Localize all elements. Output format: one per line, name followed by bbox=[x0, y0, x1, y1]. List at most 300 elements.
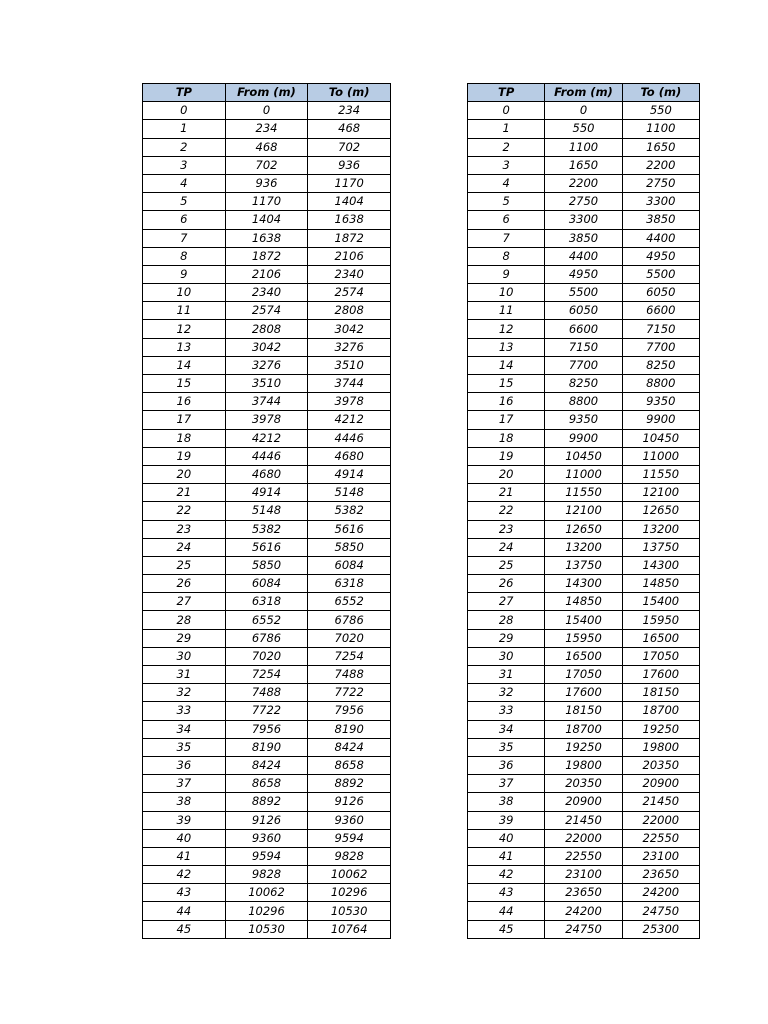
header-to: To (m) bbox=[308, 84, 391, 102]
cell-to: 18700 bbox=[622, 702, 699, 720]
cell-tp: 11 bbox=[468, 302, 545, 320]
table-row bbox=[143, 102, 391, 120]
cell-tp: 37 bbox=[143, 775, 226, 793]
cell-to: 7956 bbox=[308, 702, 391, 720]
cell-to: 17050 bbox=[622, 647, 699, 665]
cell-from: 6600 bbox=[545, 320, 622, 338]
cell-from: 5850 bbox=[225, 556, 308, 574]
cell-tp: 32 bbox=[468, 684, 545, 702]
cell-to: 10062 bbox=[308, 866, 391, 884]
cell-to: 6552 bbox=[308, 593, 391, 611]
cell-tp: 2 bbox=[468, 138, 545, 156]
cell-tp: 19 bbox=[468, 447, 545, 465]
header-from: From (m) bbox=[225, 84, 308, 102]
cell-from: 3744 bbox=[225, 393, 308, 411]
cell-to: 17600 bbox=[622, 666, 699, 684]
cell-from: 8424 bbox=[225, 756, 308, 774]
cell-to: 19250 bbox=[622, 720, 699, 738]
cell-from: 11000 bbox=[545, 465, 622, 483]
table-row bbox=[468, 738, 700, 756]
cell-tp: 23 bbox=[468, 520, 545, 538]
cell-tp: 17 bbox=[468, 411, 545, 429]
table-row bbox=[143, 211, 391, 229]
cell-to: 2750 bbox=[622, 174, 699, 192]
table-row bbox=[143, 465, 391, 483]
table-row bbox=[143, 520, 391, 538]
cell-tp: 27 bbox=[468, 593, 545, 611]
cell-from: 1650 bbox=[545, 156, 622, 174]
cell-tp: 26 bbox=[468, 575, 545, 593]
cell-from: 12100 bbox=[545, 502, 622, 520]
cell-from: 20900 bbox=[545, 793, 622, 811]
cell-from: 4680 bbox=[225, 465, 308, 483]
cell-from: 6318 bbox=[225, 593, 308, 611]
cell-to: 20350 bbox=[622, 756, 699, 774]
table-row bbox=[468, 629, 700, 647]
cell-from: 7722 bbox=[225, 702, 308, 720]
cell-to: 5382 bbox=[308, 502, 391, 520]
table-row bbox=[143, 720, 391, 738]
cell-tp: 31 bbox=[143, 666, 226, 684]
cell-to: 8892 bbox=[308, 775, 391, 793]
cell-tp: 40 bbox=[143, 829, 226, 847]
cell-to: 7700 bbox=[622, 338, 699, 356]
cell-to: 24200 bbox=[622, 884, 699, 902]
cell-to: 9828 bbox=[308, 847, 391, 865]
cell-to: 9126 bbox=[308, 793, 391, 811]
cell-from: 8250 bbox=[545, 375, 622, 393]
cell-from: 10062 bbox=[225, 884, 308, 902]
cell-to: 3744 bbox=[308, 375, 391, 393]
cell-to: 14850 bbox=[622, 575, 699, 593]
cell-from: 9350 bbox=[545, 411, 622, 429]
table-row bbox=[143, 575, 391, 593]
cell-to: 1638 bbox=[308, 211, 391, 229]
table-row bbox=[468, 302, 700, 320]
cell-to: 234 bbox=[308, 102, 391, 120]
cell-tp: 34 bbox=[468, 720, 545, 738]
cell-from: 6084 bbox=[225, 575, 308, 593]
cell-to: 2808 bbox=[308, 302, 391, 320]
cell-tp: 44 bbox=[143, 902, 226, 920]
table-row bbox=[468, 829, 700, 847]
cell-to: 23650 bbox=[622, 866, 699, 884]
cell-tp: 10 bbox=[468, 284, 545, 302]
table-row bbox=[143, 393, 391, 411]
cell-to: 10764 bbox=[308, 920, 391, 938]
header-tp: TP bbox=[143, 84, 226, 102]
cell-from: 8800 bbox=[545, 393, 622, 411]
cell-from: 702 bbox=[225, 156, 308, 174]
table-row bbox=[143, 338, 391, 356]
cell-from: 19250 bbox=[545, 738, 622, 756]
cell-tp: 6 bbox=[468, 211, 545, 229]
cell-tp: 13 bbox=[468, 338, 545, 356]
cell-tp: 25 bbox=[143, 556, 226, 574]
cell-to: 11000 bbox=[622, 447, 699, 465]
cell-tp: 22 bbox=[143, 502, 226, 520]
table-row bbox=[468, 775, 700, 793]
cell-to: 1650 bbox=[622, 138, 699, 156]
cell-tp: 11 bbox=[143, 302, 226, 320]
table-row bbox=[468, 575, 700, 593]
table-row bbox=[143, 174, 391, 192]
cell-to: 1872 bbox=[308, 229, 391, 247]
cell-to: 12100 bbox=[622, 484, 699, 502]
cell-from: 5500 bbox=[545, 284, 622, 302]
cell-from: 234 bbox=[225, 120, 308, 138]
cell-tp: 24 bbox=[143, 538, 226, 556]
cell-tp: 15 bbox=[468, 375, 545, 393]
table-row bbox=[143, 156, 391, 174]
cell-to: 8424 bbox=[308, 738, 391, 756]
table-row bbox=[143, 611, 391, 629]
cell-tp: 45 bbox=[468, 920, 545, 938]
cell-to: 2106 bbox=[308, 247, 391, 265]
table-row bbox=[143, 502, 391, 520]
cell-to: 3276 bbox=[308, 338, 391, 356]
cell-from: 7020 bbox=[225, 647, 308, 665]
table-row bbox=[143, 120, 391, 138]
cell-to: 10450 bbox=[622, 429, 699, 447]
table-row bbox=[468, 284, 700, 302]
cell-to: 16500 bbox=[622, 629, 699, 647]
cell-to: 550 bbox=[622, 102, 699, 120]
cell-tp: 39 bbox=[468, 811, 545, 829]
header-to: To (m) bbox=[622, 84, 699, 102]
table-row bbox=[143, 284, 391, 302]
cell-tp: 43 bbox=[468, 884, 545, 902]
cell-to: 20900 bbox=[622, 775, 699, 793]
cell-to: 3300 bbox=[622, 193, 699, 211]
table-row bbox=[143, 702, 391, 720]
cell-to: 8800 bbox=[622, 375, 699, 393]
cell-from: 8892 bbox=[225, 793, 308, 811]
cell-to: 702 bbox=[308, 138, 391, 156]
cell-from: 18150 bbox=[545, 702, 622, 720]
table-row bbox=[468, 247, 700, 265]
cell-tp: 40 bbox=[468, 829, 545, 847]
cell-tp: 36 bbox=[468, 756, 545, 774]
table-row bbox=[143, 411, 391, 429]
cell-tp: 29 bbox=[143, 629, 226, 647]
cell-to: 5850 bbox=[308, 538, 391, 556]
table-row bbox=[468, 720, 700, 738]
cell-from: 24750 bbox=[545, 920, 622, 938]
table-row bbox=[143, 320, 391, 338]
cell-tp: 33 bbox=[468, 702, 545, 720]
cell-tp: 37 bbox=[468, 775, 545, 793]
table-row bbox=[143, 920, 391, 938]
cell-tp: 2 bbox=[143, 138, 226, 156]
cell-to: 9900 bbox=[622, 411, 699, 429]
cell-to: 468 bbox=[308, 120, 391, 138]
cell-to: 6050 bbox=[622, 284, 699, 302]
cell-tp: 21 bbox=[468, 484, 545, 502]
cell-to: 4680 bbox=[308, 447, 391, 465]
cell-tp: 14 bbox=[468, 356, 545, 374]
cell-to: 10296 bbox=[308, 884, 391, 902]
cell-tp: 8 bbox=[143, 247, 226, 265]
cell-tp: 25 bbox=[468, 556, 545, 574]
cell-from: 10296 bbox=[225, 902, 308, 920]
table-row bbox=[468, 847, 700, 865]
cell-from: 17050 bbox=[545, 666, 622, 684]
table-row bbox=[143, 429, 391, 447]
table-header-row bbox=[143, 84, 391, 102]
table-row bbox=[468, 193, 700, 211]
cell-from: 1638 bbox=[225, 229, 308, 247]
cell-from: 7254 bbox=[225, 666, 308, 684]
table-row bbox=[468, 138, 700, 156]
table-row bbox=[468, 811, 700, 829]
cell-from: 936 bbox=[225, 174, 308, 192]
cell-tp: 18 bbox=[468, 429, 545, 447]
cell-from: 20350 bbox=[545, 775, 622, 793]
cell-to: 2574 bbox=[308, 284, 391, 302]
table-row bbox=[468, 866, 700, 884]
cell-to: 6318 bbox=[308, 575, 391, 593]
table-row bbox=[468, 356, 700, 374]
cell-tp: 20 bbox=[143, 465, 226, 483]
cell-to: 9360 bbox=[308, 811, 391, 829]
cell-from: 8658 bbox=[225, 775, 308, 793]
cell-to: 13750 bbox=[622, 538, 699, 556]
cell-from: 6786 bbox=[225, 629, 308, 647]
cell-tp: 18 bbox=[143, 429, 226, 447]
table-row bbox=[468, 211, 700, 229]
cell-tp: 13 bbox=[143, 338, 226, 356]
table-row bbox=[143, 829, 391, 847]
cell-tp: 15 bbox=[143, 375, 226, 393]
cell-from: 9126 bbox=[225, 811, 308, 829]
cell-tp: 43 bbox=[143, 884, 226, 902]
cell-tp: 1 bbox=[468, 120, 545, 138]
table-row bbox=[468, 556, 700, 574]
cell-to: 9350 bbox=[622, 393, 699, 411]
table-row bbox=[143, 229, 391, 247]
cell-from: 0 bbox=[545, 102, 622, 120]
table-row bbox=[468, 447, 700, 465]
table-row bbox=[468, 684, 700, 702]
cell-to: 13200 bbox=[622, 520, 699, 538]
cell-to: 1170 bbox=[308, 174, 391, 192]
table-row bbox=[143, 884, 391, 902]
table-row bbox=[468, 375, 700, 393]
table-row bbox=[143, 356, 391, 374]
cell-to: 6786 bbox=[308, 611, 391, 629]
cell-from: 21450 bbox=[545, 811, 622, 829]
table-row bbox=[468, 429, 700, 447]
cell-from: 23100 bbox=[545, 866, 622, 884]
cell-tp: 41 bbox=[468, 847, 545, 865]
cell-from: 4212 bbox=[225, 429, 308, 447]
cell-to: 7488 bbox=[308, 666, 391, 684]
cell-from: 13200 bbox=[545, 538, 622, 556]
cell-from: 4950 bbox=[545, 265, 622, 283]
cell-from: 7956 bbox=[225, 720, 308, 738]
table-row bbox=[143, 556, 391, 574]
table-row bbox=[468, 611, 700, 629]
cell-from: 19800 bbox=[545, 756, 622, 774]
cell-to: 3510 bbox=[308, 356, 391, 374]
cell-from: 1100 bbox=[545, 138, 622, 156]
table-row bbox=[143, 538, 391, 556]
cell-to: 8190 bbox=[308, 720, 391, 738]
cell-tp: 29 bbox=[468, 629, 545, 647]
cell-from: 2574 bbox=[225, 302, 308, 320]
cell-to: 3850 bbox=[622, 211, 699, 229]
table-row bbox=[468, 265, 700, 283]
cell-from: 12650 bbox=[545, 520, 622, 538]
cell-from: 2106 bbox=[225, 265, 308, 283]
cell-to: 6600 bbox=[622, 302, 699, 320]
table-row bbox=[143, 847, 391, 865]
cell-tp: 22 bbox=[468, 502, 545, 520]
table-row bbox=[468, 320, 700, 338]
table-row bbox=[143, 629, 391, 647]
cell-to: 2200 bbox=[622, 156, 699, 174]
table-row bbox=[143, 811, 391, 829]
table-row bbox=[468, 229, 700, 247]
cell-to: 7254 bbox=[308, 647, 391, 665]
table-row bbox=[468, 520, 700, 538]
cell-tp: 30 bbox=[143, 647, 226, 665]
cell-from: 3300 bbox=[545, 211, 622, 229]
cell-tp: 44 bbox=[468, 902, 545, 920]
cell-from: 15400 bbox=[545, 611, 622, 629]
cell-tp: 17 bbox=[143, 411, 226, 429]
cell-tp: 20 bbox=[468, 465, 545, 483]
cell-to: 4950 bbox=[622, 247, 699, 265]
cell-tp: 3 bbox=[143, 156, 226, 174]
table-row bbox=[468, 120, 700, 138]
cell-from: 1404 bbox=[225, 211, 308, 229]
table-row bbox=[143, 756, 391, 774]
cell-from: 3276 bbox=[225, 356, 308, 374]
cell-to: 24750 bbox=[622, 902, 699, 920]
cell-from: 3978 bbox=[225, 411, 308, 429]
table-row bbox=[468, 884, 700, 902]
cell-to: 5500 bbox=[622, 265, 699, 283]
table-row bbox=[143, 265, 391, 283]
cell-to: 4212 bbox=[308, 411, 391, 429]
cell-tp: 7 bbox=[468, 229, 545, 247]
table-row bbox=[143, 375, 391, 393]
table-row bbox=[143, 902, 391, 920]
cell-to: 11550 bbox=[622, 465, 699, 483]
cell-from: 468 bbox=[225, 138, 308, 156]
cell-to: 15400 bbox=[622, 593, 699, 611]
cell-to: 18150 bbox=[622, 684, 699, 702]
cell-from: 11550 bbox=[545, 484, 622, 502]
cell-from: 6552 bbox=[225, 611, 308, 629]
table-row bbox=[143, 647, 391, 665]
header-tp: TP bbox=[468, 84, 545, 102]
cell-tp: 12 bbox=[143, 320, 226, 338]
table-row bbox=[468, 647, 700, 665]
cell-to: 10530 bbox=[308, 902, 391, 920]
cell-to: 19800 bbox=[622, 738, 699, 756]
cell-from: 4446 bbox=[225, 447, 308, 465]
cell-from: 7700 bbox=[545, 356, 622, 374]
cell-tp: 8 bbox=[468, 247, 545, 265]
header-from: From (m) bbox=[545, 84, 622, 102]
table-header-row bbox=[468, 84, 700, 102]
cell-tp: 10 bbox=[143, 284, 226, 302]
table-row bbox=[468, 174, 700, 192]
cell-tp: 38 bbox=[468, 793, 545, 811]
cell-from: 6050 bbox=[545, 302, 622, 320]
table-row bbox=[468, 666, 700, 684]
cell-to: 15950 bbox=[622, 611, 699, 629]
cell-from: 7150 bbox=[545, 338, 622, 356]
table-row bbox=[468, 393, 700, 411]
cell-tp: 41 bbox=[143, 847, 226, 865]
cell-tp: 14 bbox=[143, 356, 226, 374]
cell-from: 24200 bbox=[545, 902, 622, 920]
cell-tp: 30 bbox=[468, 647, 545, 665]
table-row bbox=[468, 756, 700, 774]
cell-tp: 5 bbox=[143, 193, 226, 211]
cell-to: 22000 bbox=[622, 811, 699, 829]
cell-tp: 31 bbox=[468, 666, 545, 684]
cell-from: 2340 bbox=[225, 284, 308, 302]
cell-from: 8190 bbox=[225, 738, 308, 756]
cell-to: 25300 bbox=[622, 920, 699, 938]
cell-from: 18700 bbox=[545, 720, 622, 738]
cell-to: 4400 bbox=[622, 229, 699, 247]
cell-tp: 38 bbox=[143, 793, 226, 811]
cell-tp: 45 bbox=[143, 920, 226, 938]
cell-to: 3042 bbox=[308, 320, 391, 338]
cell-from: 0 bbox=[225, 102, 308, 120]
cell-from: 23650 bbox=[545, 884, 622, 902]
table-row bbox=[143, 138, 391, 156]
cell-from: 4400 bbox=[545, 247, 622, 265]
table-row bbox=[468, 793, 700, 811]
cell-tp: 39 bbox=[143, 811, 226, 829]
cell-to: 1404 bbox=[308, 193, 391, 211]
cell-from: 14300 bbox=[545, 575, 622, 593]
cell-from: 5148 bbox=[225, 502, 308, 520]
cell-from: 17600 bbox=[545, 684, 622, 702]
cell-tp: 42 bbox=[468, 866, 545, 884]
cell-from: 9594 bbox=[225, 847, 308, 865]
cell-tp: 28 bbox=[143, 611, 226, 629]
cell-from: 16500 bbox=[545, 647, 622, 665]
cell-to: 12650 bbox=[622, 502, 699, 520]
cell-from: 2808 bbox=[225, 320, 308, 338]
table-row bbox=[468, 411, 700, 429]
cell-from: 1872 bbox=[225, 247, 308, 265]
cell-from: 2750 bbox=[545, 193, 622, 211]
cell-to: 6084 bbox=[308, 556, 391, 574]
cell-to: 2340 bbox=[308, 265, 391, 283]
cell-tp: 21 bbox=[143, 484, 226, 502]
cell-to: 1100 bbox=[622, 120, 699, 138]
cell-tp: 16 bbox=[143, 393, 226, 411]
cell-from: 14850 bbox=[545, 593, 622, 611]
cell-to: 14300 bbox=[622, 556, 699, 574]
cell-from: 9828 bbox=[225, 866, 308, 884]
cell-tp: 16 bbox=[468, 393, 545, 411]
cell-tp: 9 bbox=[468, 265, 545, 283]
cell-to: 5616 bbox=[308, 520, 391, 538]
table-row bbox=[143, 775, 391, 793]
cell-from: 5616 bbox=[225, 538, 308, 556]
cell-from: 1170 bbox=[225, 193, 308, 211]
